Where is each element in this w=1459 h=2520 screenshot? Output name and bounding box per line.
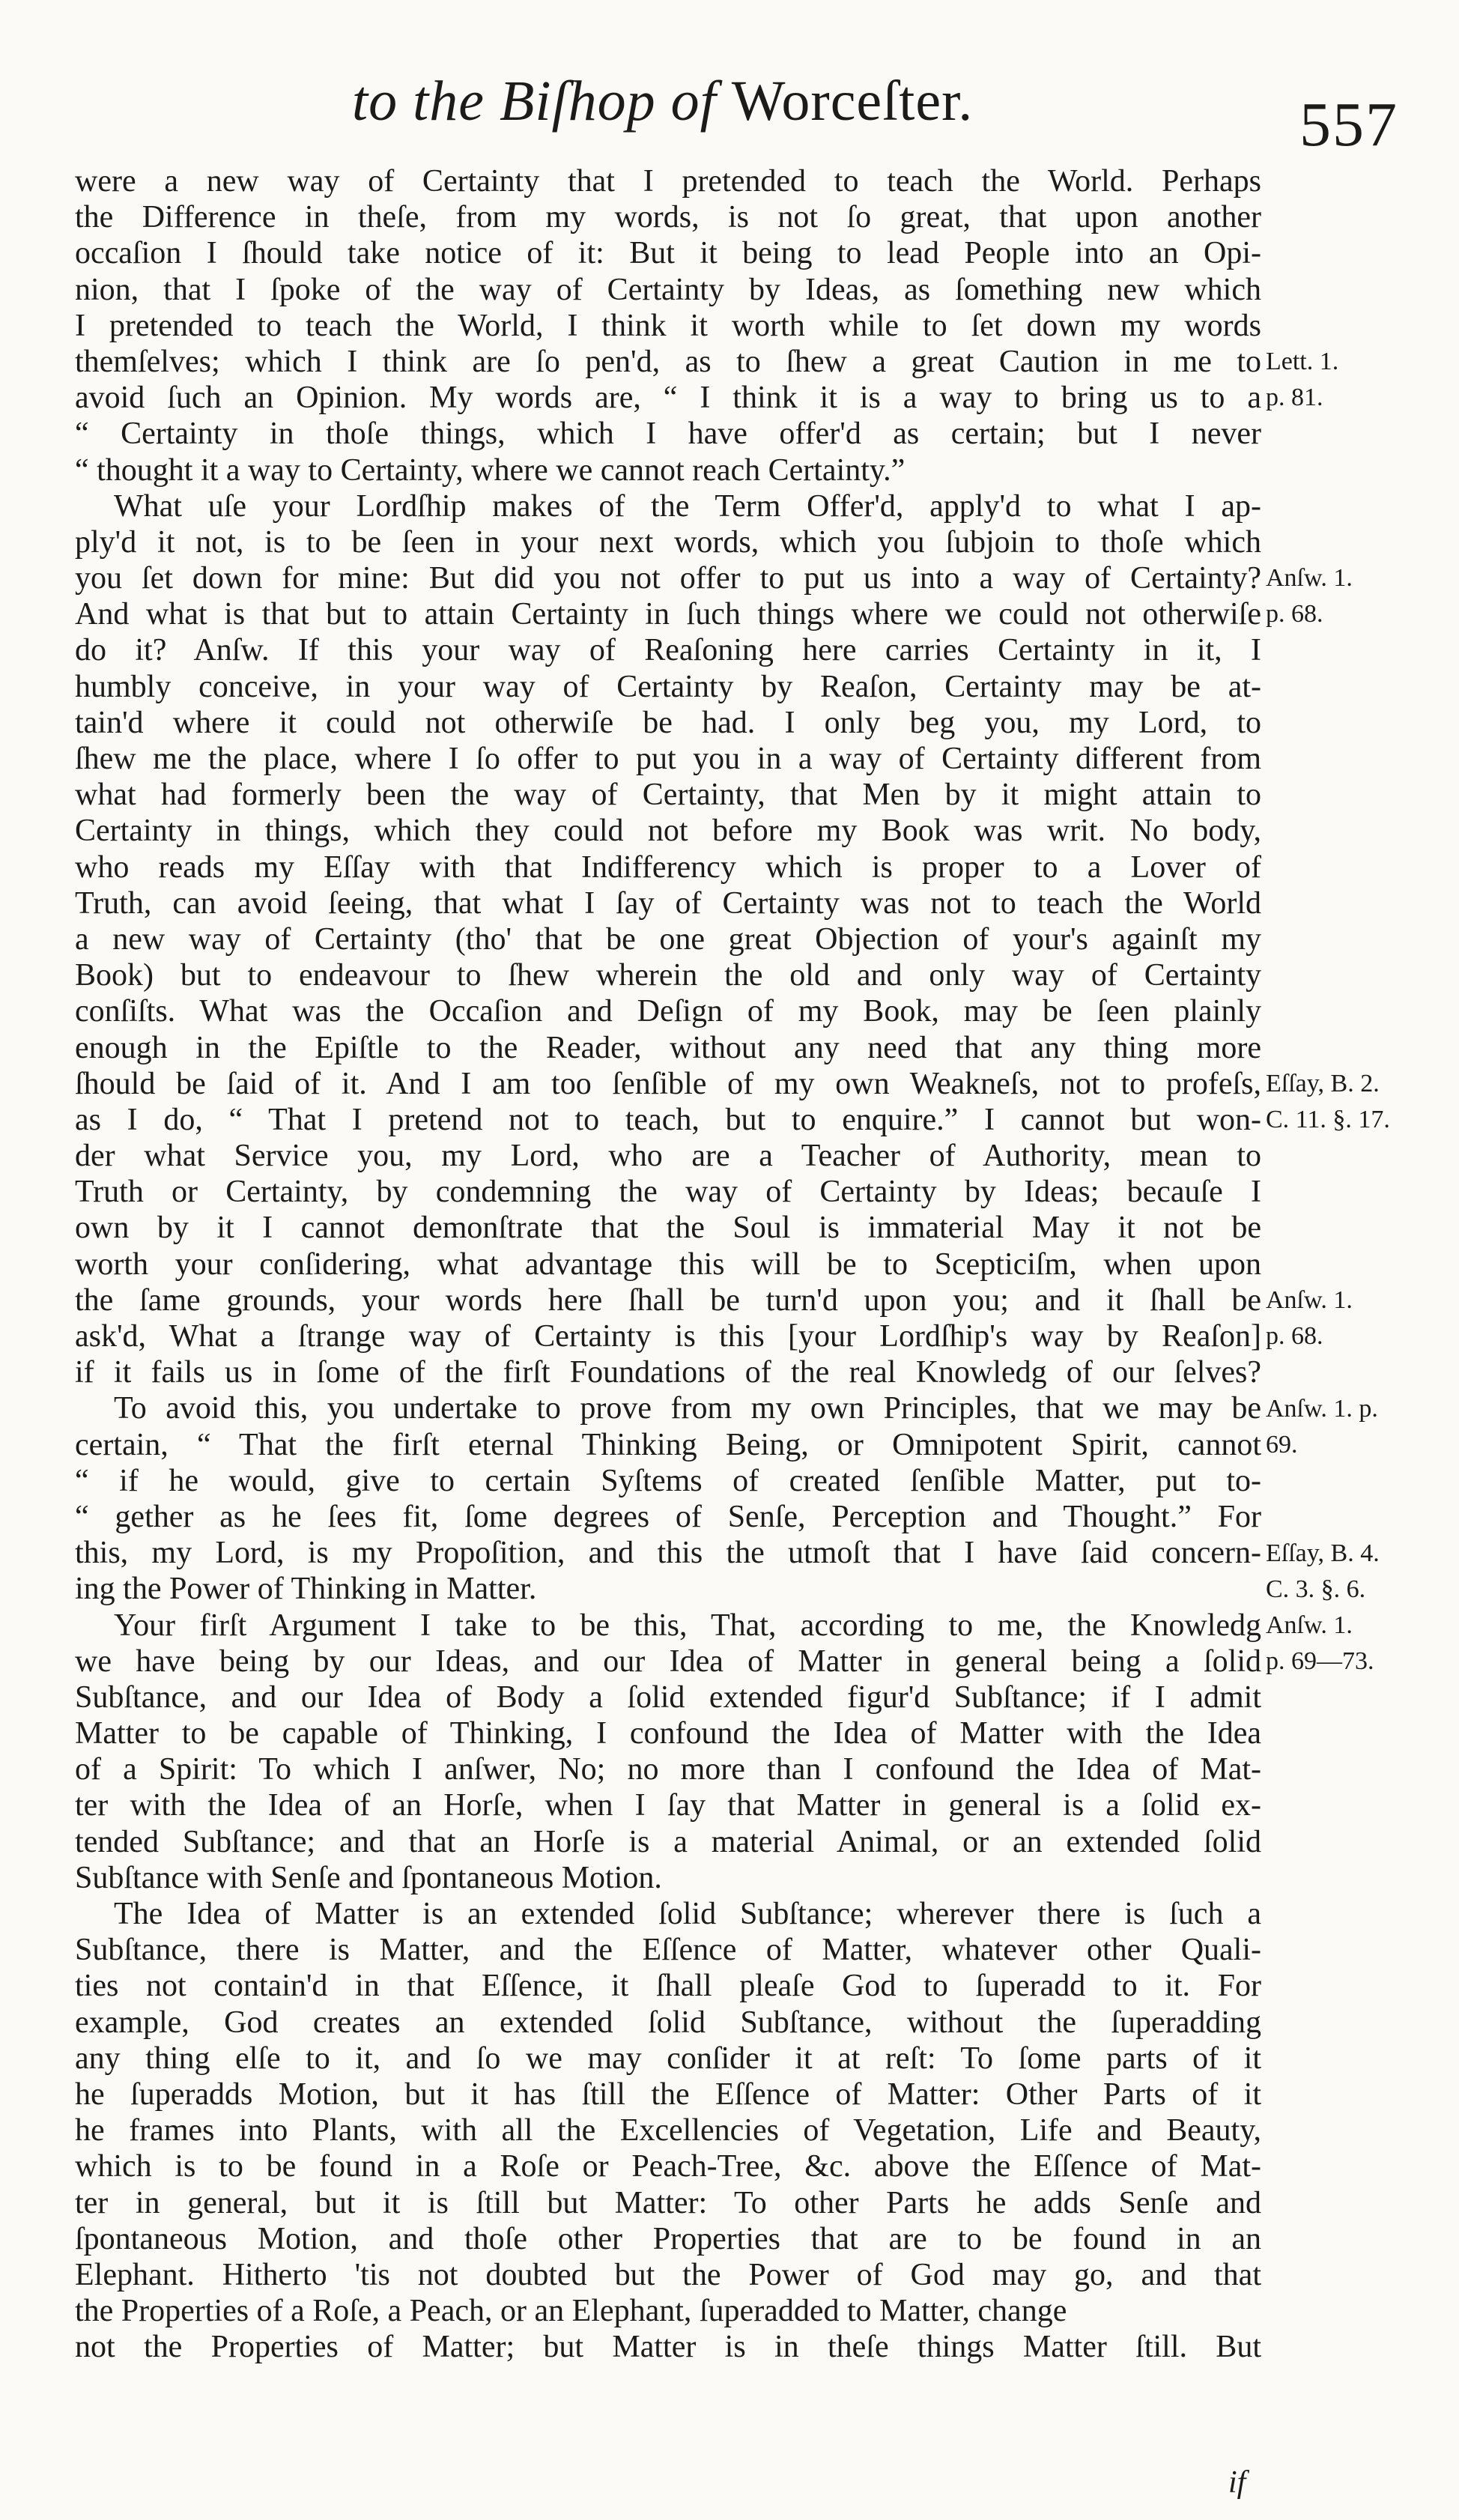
text-line: themſelves; which I think are ſo pen'd, as to ſhew a great Caution in me to — [75, 344, 1261, 379]
text-line: he ſuperadds Motion, but it has ſtill the Eſſence of Matter: Other Parts of it — [75, 2077, 1261, 2112]
text-line: of a Spirit: To which I anſwer, No; no more than I confound the Idea of Mat- — [75, 1752, 1261, 1787]
text-line: not the Properties of Matter; but Matter is in theſe things Matter ſtill. But — [75, 2330, 1261, 2365]
text-line: Certainty in things, which they could not before my Book was writ. No body, — [75, 814, 1261, 849]
text-line: “ Certainty in thoſe things, which I have offer'd as certain; but I never — [75, 417, 1261, 452]
catchword: if — [1228, 2465, 1246, 2500]
text-line: Truth, can avoid ſeeing, that what I ſay of Certainty was not to teach the World — [75, 885, 1261, 921]
margin-note: Anſw. 1. p. — [1266, 1394, 1378, 1423]
running-header-italic: to the Biſhop of — [352, 70, 732, 133]
text-line: der what Service you, my Lord, who are a Teacher of Authority, mean to — [75, 1139, 1261, 1174]
text-line: Subſtance, there is Matter, and the Eſſence of Matter, whatever other Quali- — [75, 1933, 1261, 1968]
text-line: occaſion I ſhould take notice of it: But it being to lead People into an Opi- — [75, 236, 1261, 271]
margin-note: Anſw. 1. — [1266, 1611, 1353, 1639]
text-line: worth your conſidering, what advantage this will be to Scepticiſm, when upon — [75, 1247, 1261, 1282]
text-line: a new way of Certainty (tho' that be one great Objection of your's againſt my — [75, 921, 1261, 957]
margin-note: Eſſay, B. 4. — [1266, 1539, 1380, 1567]
text-line: ties not contain'd in that Eſſence, it ſhall pleaſe God to ſuperadd to it. For — [75, 1969, 1261, 2004]
margin-note: p. 68. — [1266, 600, 1323, 629]
page-number: 557 — [1299, 90, 1398, 160]
text-line: Your firſt Argument I take to be this, That, according to me, the Knowledg — [114, 1608, 1261, 1643]
text-line: ter with the Idea of an Horſe, when I ſay that Matter in general is a ſolid ex- — [75, 1788, 1261, 1823]
text-line: ask'd, What a ſtrange way of Certainty is this [your Lordſhip's way by Reaſon] — [75, 1319, 1261, 1354]
text-line: ing the Power of Thinking in Matter. — [75, 1572, 537, 1607]
text-line: ter in general, but it is ſtill but Matter: To other Parts he adds Senſe and — [75, 2185, 1261, 2220]
text-line: who reads my Eſſay with that Indifferency which is proper to a Lover of — [75, 849, 1261, 885]
margin-note: Anſw. 1. — [1266, 1286, 1353, 1315]
text-line: “ if he would, give to certain Syſtems of created ſenſible Matter, put to- — [75, 1463, 1261, 1498]
text-line: were a new way of Certainty that I pretended to teach the World. Perhaps — [75, 164, 1261, 199]
margin-note: 69. — [1266, 1431, 1298, 1459]
text-line: What uſe your Lordſhip makes of the Term Offer'd, apply'd to what I ap- — [114, 488, 1261, 524]
text-line: you ſet down for mine: But did you not offer to put us into a way of Certainty? — [75, 561, 1261, 596]
text-line: nion, that I ſpoke of the way of Certainty by Ideas, as ſomething new which — [75, 272, 1261, 307]
text-line: the ſame grounds, your words here ſhall be turn'd upon you; and it ſhall be — [75, 1282, 1261, 1318]
text-line: what had formerly been the way of Certainty, that Men by it might attain to — [75, 778, 1261, 813]
text-line: ſpontaneous Motion, and thoſe other Properties that are to be found in an — [75, 2221, 1261, 2256]
text-line: ply'd it not, is to be ſeen in your next words, which you ſubjoin to thoſe which — [75, 524, 1261, 560]
text-line: avoid ſuch an Opinion. My words are, “ I think it is a way to bring us to a — [75, 381, 1261, 416]
text-line: example, God creates an extended ſolid Subſtance, without the ſuperadding — [75, 2005, 1261, 2040]
text-line: ſhould be ſaid of it. And I am too ſenſible of my own Weakneſs, not to profeſs, — [75, 1066, 1261, 1101]
text-line: the Difference in theſe, from my words, is not ſo great, that upon another — [75, 200, 1261, 235]
margin-note: p. 81. — [1266, 384, 1323, 412]
text-line: Truth or Certainty, by condemning the way of Certainty by Ideas; becauſe I — [75, 1175, 1261, 1210]
margin-note: Anſw. 1. — [1266, 564, 1353, 593]
text-line: this, my Lord, is my Propoſition, and this the utmoſt that I have ſaid concern- — [75, 1536, 1261, 1571]
text-line: Elephant. Hitherto 'tis not doubted but the Power of God may go, and that — [75, 2257, 1261, 2292]
running-header-roman: Worceſter. — [731, 70, 974, 133]
text-line: tended Subſtance; and that an Horſe is a material Animal, or an extended ſolid — [75, 1824, 1261, 1859]
text-line: as I do, “ That I pretend not to teach, but to enquire.” I cannot but won- — [75, 1102, 1261, 1137]
text-line: do it? Anſw. If this your way of Reaſoning here carries Certainty in it, I — [75, 633, 1261, 668]
text-line: Book) but to endeavour to ſhew wherein the old and only way of Certainty — [75, 958, 1261, 993]
text-line: we have being by our Ideas, and our Idea of Matter in general being a ſolid — [75, 1644, 1261, 1679]
text-line: tain'd where it could not otherwiſe be had. I only beg you, my Lord, to — [75, 705, 1261, 740]
text-line: any thing elſe to it, and ſo we may conſider it at reſt: To ſome parts of it — [75, 2041, 1261, 2076]
text-line: which is to be found in a Roſe or Peach-Tree, &c. above the Eſſence of Mat- — [75, 2149, 1261, 2184]
text-line: Matter to be capable of Thinking, I confound the Idea of Matter with the Idea — [75, 1716, 1261, 1751]
text-line: he frames into Plants, with all the Excellencies of Vegetation, Life and Beauty, — [75, 2113, 1261, 2148]
text-line: certain, “ That the firſt eternal Thinking Being, or Omnipotent Spirit, cannot — [75, 1427, 1261, 1462]
text-line: And what is that but to attain Certainty in ſuch things where we could not otherwiſe — [75, 597, 1261, 632]
text-line: I pretended to teach the World, I think it worth while to ſet down my words — [75, 308, 1261, 343]
running-header — [352, 69, 973, 134]
text-line: if it fails us in ſome of the firſt Foundations of the real Knowledg of our ſelves? — [75, 1355, 1261, 1390]
body-text — [75, 163, 1261, 2365]
text-line: Subſtance, and our Idea of Body a ſolid extended figur'd Subſtance; if I admit — [75, 1680, 1261, 1715]
margin-note: Eſſay, B. 2. — [1266, 1070, 1380, 1097]
text-line: Subſtance with Senſe and ſpontaneous Motion. — [75, 1860, 662, 1895]
text-line: the Properties of a Roſe, a Peach, or an Elephant, ſuperadded to Matter, change — [75, 2294, 1067, 2329]
text-line: humbly conceive, in your way of Certainty by Reaſon, Certainty may be at- — [75, 669, 1261, 704]
text-line: conſiſts. What was the Occaſion and Deſign of my Book, may be ſeen plainly — [75, 994, 1261, 1029]
margin-note: C. 11. §. 17. — [1266, 1106, 1390, 1134]
margin-note: p. 68. — [1266, 1322, 1323, 1351]
text-line: To avoid this, you undertake to prove from my own Principles, that we may be — [114, 1391, 1261, 1426]
text-line: “ thought it a way to Certainty, where we cannot reach Certainty.” — [75, 452, 906, 488]
text-line: ſhew me the place, where I ſo offer to put you in a way of Certainty different from — [75, 742, 1261, 776]
text-line: own by it I cannot demonſtrate that the Soul is immaterial May it not be — [75, 1211, 1261, 1246]
margin-note: p. 69—73. — [1266, 1647, 1374, 1676]
text-line: “ gether as he ſees fit, ſome degrees of Senſe, Perception and Thought.” For — [75, 1499, 1261, 1534]
text-line: The Idea of Matter is an extended ſolid Subſtance; wherever there is ſuch a — [114, 1897, 1261, 1931]
text-line: enough in the Epiſtle to the Reader, without any need that any thing more — [75, 1030, 1261, 1065]
margin-note: C. 3. §. 6. — [1266, 1575, 1366, 1603]
margin-note: Lett. 1. — [1266, 348, 1339, 375]
